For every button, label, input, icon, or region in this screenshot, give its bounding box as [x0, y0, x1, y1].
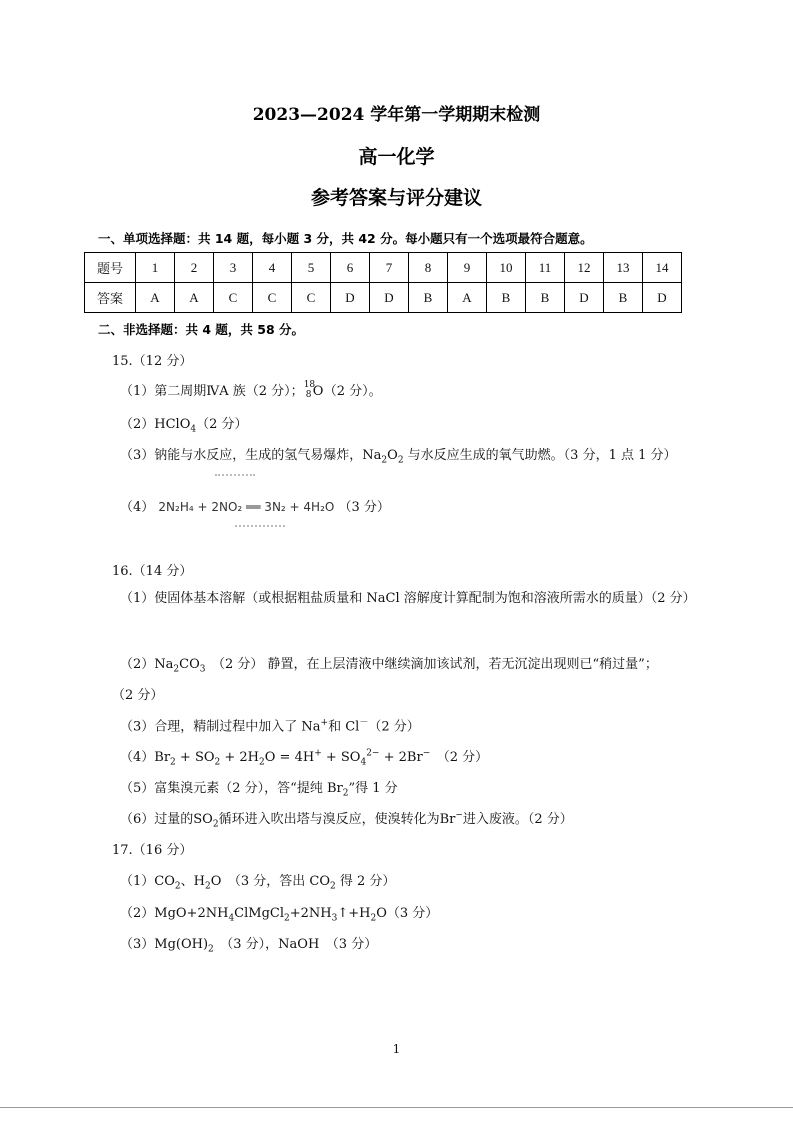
question-number: 4 [253, 253, 292, 283]
row-label-answer: 答案 [85, 283, 136, 313]
q16-part2-score: （2 分） [112, 688, 164, 703]
answer-cell: D [565, 283, 604, 313]
answer-cell: A [448, 283, 487, 313]
question-number: 7 [370, 253, 409, 283]
page-number: 1 [392, 1042, 401, 1056]
question-number: 3 [214, 253, 253, 283]
question-number: 11 [526, 253, 565, 283]
answer-cell: C [253, 283, 292, 313]
document-subtitle: 参考答案与评分建议 [310, 187, 482, 209]
footer-divider [0, 1107, 793, 1108]
question-number-row [85, 253, 682, 283]
question-number: 14 [643, 253, 682, 283]
question-number: 8 [409, 253, 448, 283]
q16-part3: （3）合理，精制过程中加入了 Na+和 Cl－（2 分） [120, 718, 420, 735]
q15-part1: （1）第二周期ⅣA 族（2 分）； 18 8 O（2 分）。 [120, 380, 382, 400]
section2-heading: 二、非选择题：共 4 题，共 58 分。 [98, 322, 305, 337]
question-number: 9 [448, 253, 487, 283]
equation-condition-mark [215, 474, 255, 480]
section1-heading: 一、单项选择题：共 14 题，每小题 3 分，共 42 分。每小题只有一个选项最符合题意。 [98, 231, 593, 246]
q15-part2: （2）HClO$_4$（2 分） [120, 417, 248, 435]
question-number: 6 [331, 253, 370, 283]
answer-cell: B [409, 283, 448, 313]
q17-part1: $(1)CO_2$、$H_2O$ （3 分，答出 $CO_2$ 得 2 分） [120, 874, 396, 892]
q15-part3: （3）钠能与水反应，生成的氢气易爆炸，$Na_2O_2$ 与水反应生成的氧气助燃。（3 分，1 点 1 分） [120, 448, 677, 466]
question-number: 2 [175, 253, 214, 283]
q16-title: 16.（14 分） [112, 564, 193, 579]
q16-part2: $(2)Na_2CO_3$ （2 分） 静置，在上层清液中继续滴加该试剂，若无沉淀出现则已“稍过量”； [120, 657, 658, 675]
q16-part6: （6）过量的$SO_2$循环进入吹出塔与溴反应，使溴转化为Br−进入废液。（2 分） [120, 810, 573, 830]
answer-cell: B [487, 283, 526, 313]
answer-cell: C [214, 283, 253, 313]
answer-cell: B [604, 283, 643, 313]
isotope-notation: 18 8 O [303, 380, 324, 400]
answer-row [85, 283, 682, 313]
question-number: 10 [487, 253, 526, 283]
q17-title: 17.（16 分） [112, 843, 193, 858]
answer-cell: A [136, 283, 175, 313]
answer-cell: B [526, 283, 565, 313]
subject-title: 高一化学 [358, 146, 435, 168]
reaction-equation: 2N₂H₄ + 2NO₂ ══ 3N₂ + 4H₂O [158, 500, 335, 514]
answer-table [84, 252, 682, 313]
q17-part3: $(3)Mg(OH)_2$ （3 分），NaOH （3 分） [120, 937, 378, 955]
equation-condition-mark [235, 525, 285, 531]
answer-cell: D [643, 283, 682, 313]
question-number: 5 [292, 253, 331, 283]
answer-cell: C [292, 283, 331, 313]
q15-title: 15.（12 分） [112, 354, 193, 369]
answer-cell: D [331, 283, 370, 313]
answer-cell: D [370, 283, 409, 313]
question-number: 1 [136, 253, 175, 283]
row-label-question: 题号 [85, 253, 136, 283]
answer-cell: A [175, 283, 214, 313]
document-title: 2023—2024 学年第一学期期末检测 [252, 105, 541, 125]
question-number: 13 [604, 253, 643, 283]
q17-part2: $(2)MgO+2NH_4ClMgCl_2+2NH_3↑+H_2O(3$ 分） [120, 906, 439, 924]
q16-part5: （5）富集溴元素（2 分），答“提纯 $Br_2$”得 1 分 [120, 781, 398, 799]
question-number: 12 [565, 253, 604, 283]
q15-part4: （4） 2N₂H₄ + 2NO₂ ══ 3N₂ + 4H₂O （3 分） [120, 500, 390, 515]
q16-part4: $(4)Br_2 + SO_2 + 2H_2O = 4H^+ + SO_4^{2-} + 2Br^-$ （2 分） [120, 748, 489, 768]
q16-part1: （1）使固体基本溶解（或根据粗盐质量和 NaCl 溶解度计算配制为饱和溶液所需水的质量）（2 分） [120, 591, 696, 606]
